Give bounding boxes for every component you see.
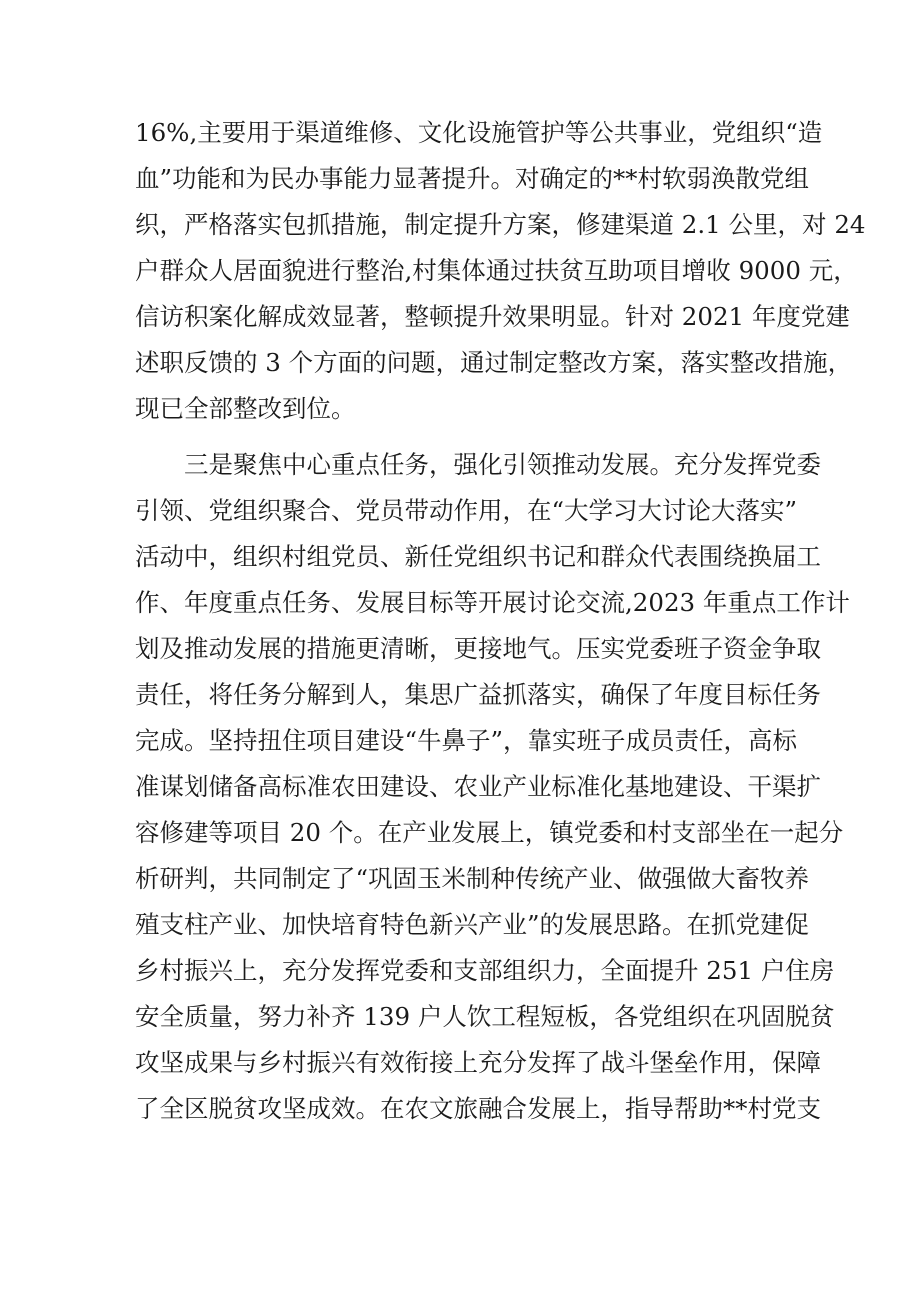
text-line: 引领、党组织聚合、党员带动作用，在“大学习大讨论大落实”: [135, 496, 798, 525]
text-line: 现已全部整改到位。: [135, 394, 356, 423]
text-line: 安全质量，努力补齐 139 户人饮工程短板，各党组织在巩固脱贫: [135, 1002, 835, 1031]
text-line: 准谋划储备高标准农田建设、农业产业标准化基地建设、干渠扩: [135, 772, 821, 801]
text-line: 责任，将任务分解到人，集思广益抓落实，确保了年度目标任务: [135, 680, 821, 709]
text-line: 攻坚成果与乡村振兴有效衔接上充分发挥了战斗堡垒作用，保障: [135, 1048, 821, 1077]
text-line: 三是聚焦中心重点任务，强化引领推动发展。充分发挥党委: [184, 450, 821, 479]
text-line: 16%,主要用于渠道维修、文化设施管护等公共事业，党组织“造: [135, 118, 823, 147]
text-line: 述职反馈的 3 个方面的问题，通过制定整改方案，落实整改措施，: [135, 348, 853, 377]
text-line: 完成。坚持扭住项目建设“牛鼻子”，靠实班子成员责任，高标: [135, 726, 798, 755]
text-line: 活动中，组织村组党员、新任党组织书记和群众代表围绕换届工: [135, 542, 821, 571]
text-line: 划及推动发展的措施更清晰，更接地气。压实党委班子资金争取: [135, 634, 821, 663]
text-line: 户群众人居面貌进行整治,村集体通过扶贫互助项目增收 9000 元，: [135, 256, 858, 285]
text-line: 信访积案化解成效显著，整顿提升效果明显。针对 2021 年度党建: [135, 302, 850, 331]
text-line: 乡村振兴上，充分发挥党委和支部组织力，全面提升 251 户住房: [135, 956, 835, 985]
text-line: 殖支柱产业、加快培育特色新兴产业”的发展思路。在抓党建促: [135, 910, 810, 939]
text-line: 了全区脱贫攻坚成效。在农文旅融合发展上，指导帮助**村党支: [135, 1094, 821, 1123]
text-line: 析研判，共同制定了“巩固玉米制种传统产业、做强做大畜牧养: [135, 864, 810, 893]
text-line: 作、年度重点任务、发展目标等开展讨论交流,2023 年重点工作计: [135, 588, 850, 617]
text-line: 织，严格落实包抓措施，制定提升方案，修建渠道 2.1 公里，对 24: [135, 210, 866, 239]
text-line: 血”功能和为民办事能力显著提升。对确定的**村软弱涣散党组: [135, 164, 810, 193]
text-line: 容修建等项目 20 个。在产业发展上，镇党委和村支部坐在一起分: [135, 818, 844, 847]
